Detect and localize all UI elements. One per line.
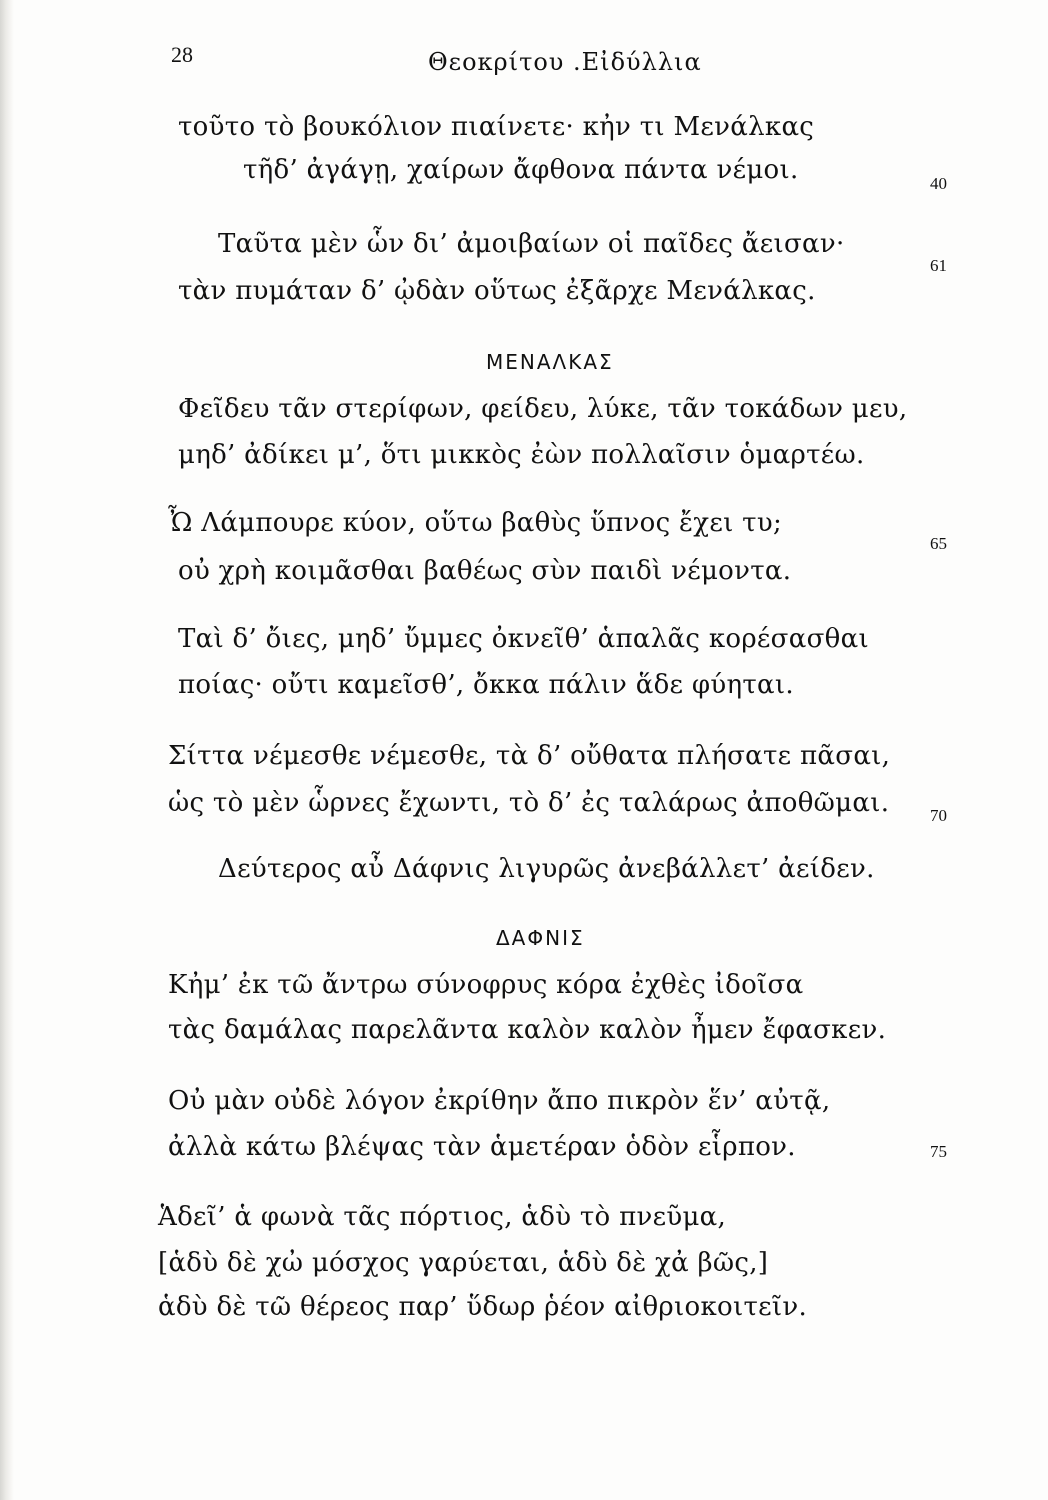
line-number: 70 xyxy=(930,806,947,825)
verse-line: Οὐ μὰν οὐδὲ λόγον ἐκρίθην ἄπο πικρὸν ἕν’ αὐτᾷ, xyxy=(168,1086,831,1116)
verse-line: Ταὶ δ’ ὄιες, μηδ’ ὔμμες ὀκνεῖθ’ ἁπαλᾶς κορέσασθαι xyxy=(178,624,869,654)
line-number: 61 xyxy=(930,256,947,275)
verse-line: μηδ’ ἀδίκει μ’, ὅτι μικκὸς ἐὼν πολλαῖσιν ὁμαρτέω. xyxy=(178,440,865,470)
line-number: 75 xyxy=(930,1142,947,1161)
verse-line: Κἠμ’ ἐκ τῶ ἄντρω σύνοφρυς κόρα ἐχθὲς ἰδοῖσα xyxy=(168,970,804,1000)
verse-line: ποίας· οὔτι καμεῖσθ’, ὄκκα πάλιν ἅδε φύηται. xyxy=(178,670,794,700)
verse-line: Δεύτερος αὖ Δάφνις λιγυρῶς ἀνεβάλλετ’ ἀείδεν. xyxy=(218,854,875,884)
speaker-heading-menalkas: ΜΕΝΑΛΚΑΣ xyxy=(486,350,614,374)
verse-line: τὰν πυμάταν δ’ ᾠδὰν οὕτως ἐξᾶρχε Μενάλκας. xyxy=(178,276,816,306)
verse-line: ἁδὺ δὲ τῶ θέρεος παρ’ ὕδωρ ῥέον αἰθριοκοιτεῖν. xyxy=(158,1292,808,1322)
verse-line: Ἁδεῖ’ ἁ φωνὰ τᾶς πόρτιος, ἁδὺ τὸ πνεῦμα, xyxy=(158,1202,727,1232)
running-title: Θεοκρίτου .Εἰδύλλια xyxy=(428,48,702,76)
page-edge-shadow xyxy=(0,0,14,1500)
verse-line: Σίττα νέμεσθε νέμεσθε, τὰ δ’ οὔθατα πλήσατε πᾶσαι, xyxy=(168,741,891,771)
page-number: 28 xyxy=(171,42,193,67)
line-number: 65 xyxy=(930,534,947,553)
verse-line: Ταῦτα μὲν ὧν δι’ ἀμοιβαίων οἱ παῖδες ἄεισαν· xyxy=(218,229,845,259)
line-number: 40 xyxy=(930,174,947,193)
verse-line: τῆδ’ ἀγάγῃ, χαίρων ἄφθονα πάντα νέμοι. xyxy=(243,155,799,185)
verse-line: τὰς δαμάλας παρελᾶντα καλὸν καλὸν ἦμεν ἔφασκεν. xyxy=(168,1015,887,1045)
verse-line: Φεῖδευ τᾶν στερίφων, φείδευ, λύκε, τᾶν τοκάδων μευ, xyxy=(178,394,908,424)
verse-line: τοῦτο τὸ βουκόλιον πιαίνετε· κἠν τι Μενάλκας xyxy=(178,112,815,142)
verse-line: Ὦ Λάμπουρε κύον, οὕτω βαθὺς ὕπνος ἔχει τυ; xyxy=(168,508,783,538)
verse-line: οὐ χρὴ κοιμᾶσθαι βαθέως σὺν παιδὶ νέμοντα. xyxy=(178,556,792,586)
verse-line: ὡς τὸ μὲν ὧρνες ἔχωντι, τὸ δ’ ἐς ταλάρως ἀποθῶμαι. xyxy=(168,788,890,818)
speaker-heading-daphnis: ΔΑΦΝΙΣ xyxy=(496,926,585,950)
verse-line: [ἁδὺ δὲ χὠ μόσχος γαρύεται, ἁδὺ δὲ χἀ βῶς,] xyxy=(158,1248,769,1278)
verse-line: ἀλλὰ κάτω βλέψας τὰν ἁμετέραν ὁδὸν εἷρπον. xyxy=(168,1132,796,1162)
